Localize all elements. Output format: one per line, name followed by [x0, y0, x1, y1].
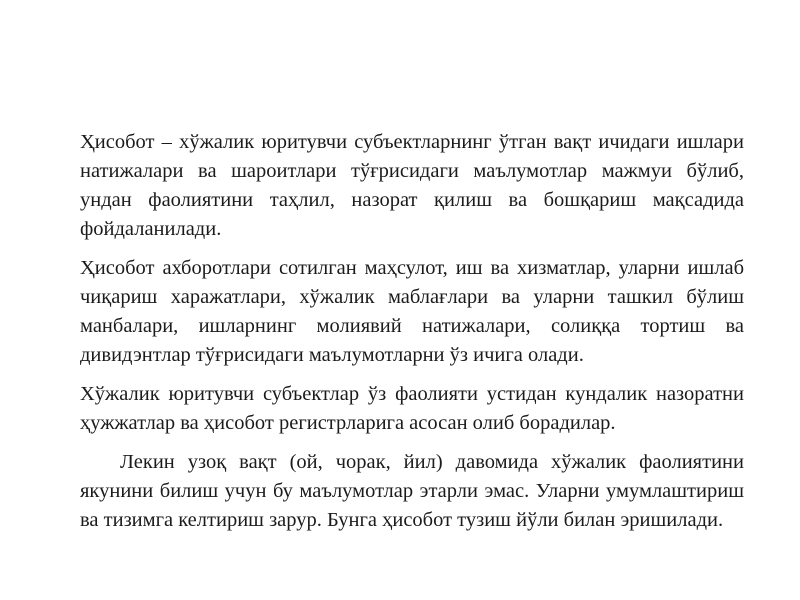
document-page — [80, 128, 744, 545]
paragraph-daily-control: Хўжалик юритувчи субъектлар ўз фаолияти устидан кундалик назоратни ҳужжатлар ва ҳисобот регистрларига асосан олиб борадилар. — [80, 383, 744, 434]
paragraph-report-definition: Ҳисобот – хўжалик юритувчи субъектларнинг ўтган вақт ичидаги ишлари натижалари ва шароитлари тўғрисидаги маълумотлар мажмуи бўлиб, ундан фаолиятини таҳлил, назорат қилиш ва бошқариш мақсадида фойдаланилади. — [80, 131, 744, 240]
paragraph-summary: Лекин узоқ вақт (ой, чорак, йил) давомида хўжалик фаолиятини якунини билиш учун бу маълумотлар этарли эмас. Уларни умумлаштириш ва тизимга келтириш зарур. Бунга ҳисобот тузиш йўли билан эришилади. — [80, 451, 744, 531]
paragraph-report-information: Ҳисобот ахборотлари сотилган маҳсулот, иш ва хизматлар, уларни ишлаб чиқариш харажатлари, хўжалик маблағлари ва уларни ташкил бўлиш манбалари, ишларнинг молиявий натижалари, солиққа тортиш ва дивидэнтлар тўғрисидаги маълумотларни ўз ичига олади. — [80, 257, 744, 366]
